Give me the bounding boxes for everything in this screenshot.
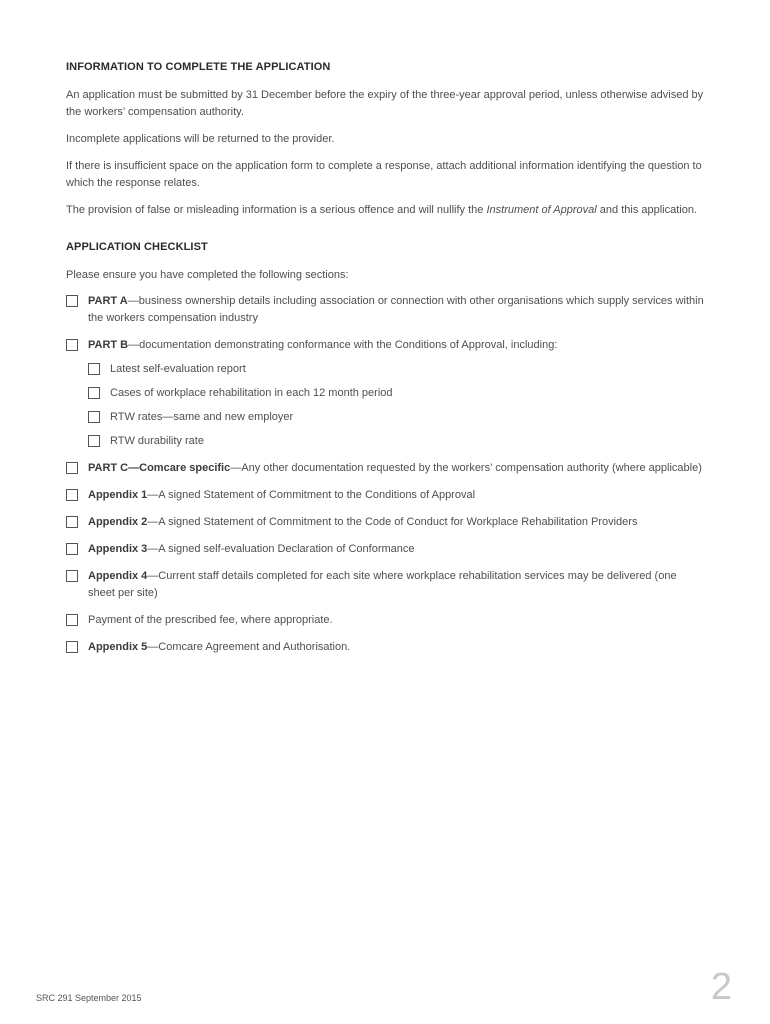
appendix-3-description: —A signed self-evaluation Declaration of Conformance: [147, 543, 415, 555]
info-paragraph-deadline: An application must be submitted by 31 December before the expiry of the three-year approval period, unless otherwise advised by the workers’ compensation authority.: [66, 89, 704, 118]
info-paragraph-false-info: [66, 202, 706, 219]
appendix-1-label: [66, 487, 706, 504]
checklist-item-part-c: [66, 460, 706, 477]
document-page: [66, 58, 706, 656]
part-c-description: —Any other documentation requested by the workers’ compensation authority (where applicable): [230, 462, 702, 474]
rtw-rates-label: RTW rates—same and new employer: [110, 411, 294, 423]
instrument-of-approval-text: Instrument of Approval: [486, 204, 597, 216]
checklist-intro: Please ensure you have completed the following sections:: [66, 269, 349, 281]
rtw-durability-checkbox[interactable]: [88, 435, 100, 447]
checklist-subitem-self-evaluation: [66, 361, 706, 378]
page-number: 2: [710, 966, 732, 1008]
part-a-label: [66, 293, 706, 327]
part-a-description: —business ownership details including association or connection with other organisations which supply services within the workers compensation industry: [88, 295, 704, 324]
appendix-2-title: Appendix 2: [88, 516, 148, 528]
fee-label: Payment of the prescribed fee, where appropriate.: [88, 614, 333, 626]
appendix-4-description: —Current staff details completed for each site where workplace rehabilitation services may be delivered (one sheet per site): [88, 570, 677, 599]
appendix-2-description: —A signed Statement of Commitment to the Code of Conduct for Workplace Rehabilitation Providers: [147, 516, 638, 528]
appendix-5-description: —Comcare Agreement and Authorisation.: [147, 641, 351, 653]
part-b-checkbox[interactable]: [66, 339, 78, 351]
checklist-subitem-rtw-durability: [66, 433, 706, 450]
appendix-3-label: [66, 541, 706, 558]
appendix-2-label: [66, 514, 706, 531]
part-a-checkbox[interactable]: [66, 295, 78, 307]
appendix-1-checkbox[interactable]: [66, 489, 78, 501]
info-heading: INFORMATION TO COMPLETE THE APPLICATION: [66, 61, 331, 73]
appendix-2-checkbox[interactable]: [66, 516, 78, 528]
info-paragraph-incomplete: Incomplete applications will be returned to the provider.: [66, 133, 335, 145]
appendix-5-label: [66, 639, 706, 656]
checklist-item-appendix-3: [66, 541, 706, 558]
part-b-label: [66, 337, 706, 354]
self-evaluation-checkbox[interactable]: [88, 363, 100, 375]
checklist-item-fee: [66, 612, 706, 629]
checklist-item-appendix-2: [66, 514, 706, 531]
false-info-text-post: and this application.: [596, 204, 698, 216]
rtw-rates-checkbox[interactable]: [88, 411, 100, 423]
appendix-4-label: [66, 568, 706, 602]
checklist-item-part-b: [66, 337, 706, 354]
checklist-item-appendix-1: [66, 487, 706, 504]
part-c-title: PART C—Comcare specific: [88, 462, 231, 474]
self-evaluation-label: Latest self-evaluation report: [110, 363, 246, 375]
part-c-checkbox[interactable]: [66, 462, 78, 474]
checklist-item-appendix-4: [66, 568, 706, 602]
checklist-item-part-a: [66, 293, 706, 327]
appendix-5-title: Appendix 5: [88, 641, 148, 653]
appendix-1-title: Appendix 1: [88, 489, 148, 501]
cases-label: Cases of workplace rehabilitation in each 12 month period: [110, 387, 393, 399]
checklist-subitem-cases: [66, 385, 706, 402]
part-b-title: PART B: [88, 339, 129, 351]
appendix-4-checkbox[interactable]: [66, 570, 78, 582]
footer-form-code: SRC 291 September 2015: [36, 993, 142, 1003]
checklist-item-appendix-5: [66, 639, 706, 656]
appendix-4-title: Appendix 4: [88, 570, 148, 582]
fee-checkbox[interactable]: [66, 614, 78, 626]
checklist-heading: APPLICATION CHECKLIST: [66, 241, 208, 253]
part-a-title: PART A: [88, 295, 128, 307]
checklist-subitem-rtw-rates: [66, 409, 706, 426]
rtw-durability-label: RTW durability rate: [110, 435, 204, 447]
cases-checkbox[interactable]: [88, 387, 100, 399]
appendix-3-title: Appendix 3: [88, 543, 148, 555]
appendix-5-checkbox[interactable]: [66, 641, 78, 653]
info-paragraph-space: If there is insufficient space on the application form to complete a response, attach additional information identifying the question to which the response relates.: [66, 160, 702, 189]
false-info-text-pre: The provision of false or misleading information is a serious offence and will nullify the: [66, 204, 487, 216]
appendix-1-description: —A signed Statement of Commitment to the Conditions of Approval: [147, 489, 476, 501]
appendix-3-checkbox[interactable]: [66, 543, 78, 555]
part-b-description: —documentation demonstrating conformance with the Conditions of Approval, including:: [128, 339, 558, 351]
part-c-label: [66, 460, 706, 477]
